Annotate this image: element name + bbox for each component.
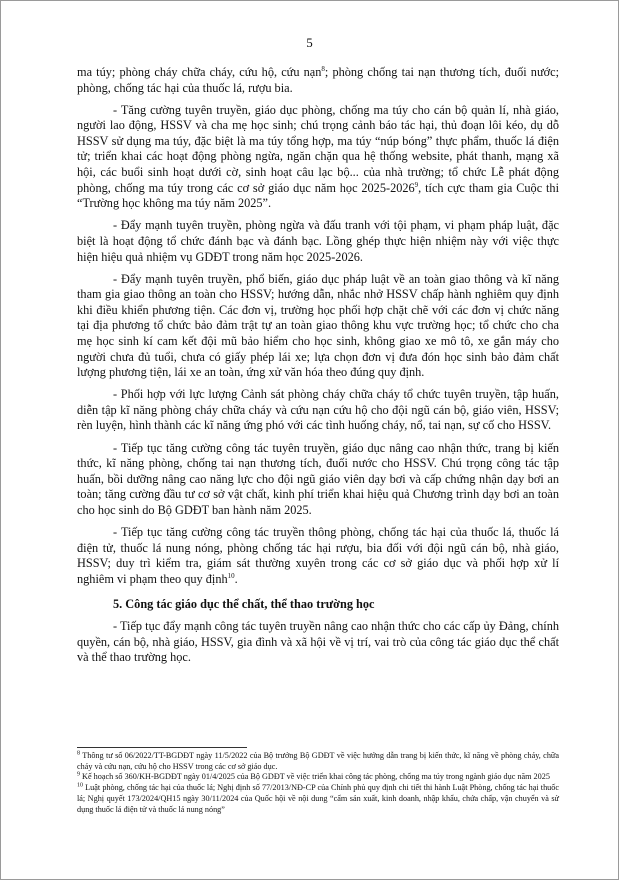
paragraph: - Tiếp tục tăng cường công tác tuyên truyền, giáo dục nâng cao nhận thức, trang bị kiến thức, kĩ năng phòng, chống tai nạn thương tích, đuối nước cho HSSV. Chú trọng công tác tập huấn, bồi dưỡng nâng cao năng lực cho đội ngũ giáo viên dạy bơi và cấp chứng nhận dạy bơi an toàn; tăng cường đầu tư cơ sở vật chất, kinh phí triển khai hiệu quả Chương trình dạy bơi an toàn cho học sinh do Bộ GDĐT ban hành năm 2025. [77, 440, 559, 517]
paragraph: - Đẩy mạnh tuyên truyền, phòng ngừa và đấu tranh với tội phạm, vi phạm pháp luật, đặc biệt là hoạt động tổ chức đánh bạc và đánh bạc. Lồng ghép thực hiện nhiệm này với việc thực hiện hiệu quả nhiệm vụ GDĐT trong năm học 2025-2026. [77, 218, 559, 264]
paragraph-continuation: ma túy; phòng cháy chữa cháy, cứu hộ, cứu nạn$^8$; phòng chống tai nạn thương tích, đuối nước; phòng, chống tác hại của thuốc lá, rượu bia. [77, 64, 559, 95]
footnote-ref[interactable]: 10 [227, 571, 235, 580]
page-number: 5 [306, 35, 313, 50]
footnote: $^8$ Thông tư số 06/2022/TT-BGDĐT ngày 11/5/2022 của Bộ trưởng Bộ GDĐT về việc hướng dẫn trang bị kiến thức, kĩ năng về phòng cháy, chữa cháy và cứu nạn, cứu hộ cho HSSV trong các cơ sở giáo dục. [77, 750, 559, 771]
paragraph: - Phối hợp với lực lượng Cảnh sát phòng cháy chữa cháy tổ chức tuyên truyền, tập huấn, diễn tập kĩ năng phòng cháy chữa cháy và cứu nạn cứu hộ cho đội ngũ cán bộ, giáo viên, HSSV; rèn luyện, hình thành các kĩ năng ứng phó với các tình huống cháy, nổ, tai nạn, sự cố cho HSSV. [77, 387, 559, 433]
paragraph: - Tăng cường tuyên truyền, giáo dục phòng, chống ma túy cho cán bộ quản lí, nhà giáo, người lao động, HSSV và cha mẹ học sinh; chú trọng cảnh báo tác hại, thủ đoạn lôi kéo, dụ dỗ HSSV sử dụng ma túy, đặc biệt là ma túy tổng hợp, ma túy “núp bóng” thực phẩm, thuốc lá điện tử; triển khai các hoạt động phòng ngừa, ngăn chặn qua hệ thống website, phát thanh, mạng xã hội, các buổi sinh hoạt dưới cờ, sinh hoạt câu lạc bộ... của nhà trường; tổ chức Lễ phát động phòng, chống ma túy trong các cơ sở giáo dục năm học 2025-2026$^9$, tích cực tham gia Cuộc thi “Trường học không ma túy năm 2025”. [77, 102, 559, 211]
paragraph: - Đẩy mạnh tuyên truyền, phổ biến, giáo dục pháp luật về an toàn giao thông và kĩ năng tham gia giao thông an toàn cho HSSV; hướng dẫn, nhắc nhở HSSV chấp hành nghiêm quy định khi điều khiển phương tiện. Các đơn vị, trường học phối hợp chặt chẽ với các đơn vị chức năng tại địa phương tổ chức bảo đảm trật tự an toàn giao thông khu vực trường học; tổ chức cho cha mẹ học sinh kí cam kết đội mũ bảo hiểm cho học sinh, không giao xe mô tô, xe gắn máy cho người chưa đủ tuổi, chưa có giấy phép lái xe; lựa chọn đơn vị đưa đón học sinh bảo đảm chất lượng phương tiện, lái xe an toàn, ứng xử văn hóa theo đúng quy định. [77, 271, 559, 380]
section-heading: 5. Công tác giáo dục thể chất, thể thao trường học [113, 597, 375, 612]
footnotes [77, 751, 559, 815]
footnote: $^9$ Kế hoạch số 360/KH-BGDĐT ngày 01/4/2025 của Bộ GDĐT về việc triển khai công tác phòng, chống ma túy trong ngành giáo dục năm 2025 [77, 771, 550, 782]
document-body [77, 65, 559, 672]
paragraph: - Tiếp tục tăng cường công tác truyền thông phòng, chống tác hại của thuốc lá, thuốc lá điện tử, thuốc lá nung nóng, phòng chống tác hại rượu, bia đối với đội ngũ cán bộ, nhà giáo, HSSV; duy trì kiểm tra, giám sát thường xuyên trong các cơ sở giáo dục và phối hợp xử lí nghiêm vi phạm theo quy định$^{10}$. [77, 525, 559, 586]
footnote-ref[interactable]: 9 [414, 180, 419, 189]
paragraph: - Tiếp tục đẩy mạnh công tác tuyên truyền nâng cao nhận thức cho các cấp ủy Đảng, chính quyền, cán bộ, nhà giáo, HSSV, gia đình và xã hội về vị trí, vai trò của công tác giáo dục thể chất và thể thao trường học. [77, 619, 559, 665]
footnote: $^{10}$ Luật phòng, chống tác hại của thuốc lá; Nghị định số 77/2013/NĐ-CP của Chính phủ quy định chi tiết thi hành Luật Phòng, chống tác hại thuốc lá; Nghị quyết 173/2024/QH15 ngày 30/11/2024 của Quốc hội về nội dung “cấm sản xuất, kinh doanh, nhập khẩu, chứa chấp, vận chuyển và sử dụng thuốc lá điện tử và thuốc lá nung nóng” [77, 782, 559, 814]
footnote-divider [77, 747, 247, 748]
footnote-ref[interactable]: 8 [321, 64, 325, 73]
